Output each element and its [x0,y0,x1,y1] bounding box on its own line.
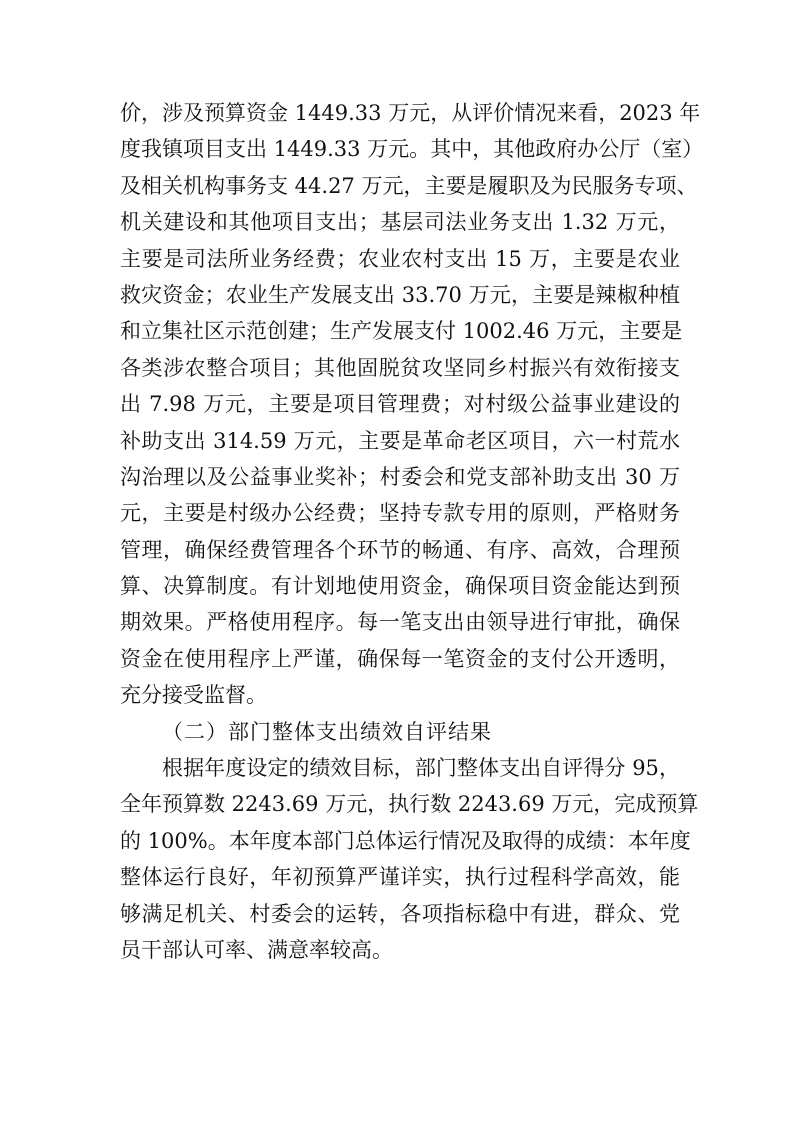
text-line: 出 7.98 万元，主要是项目管理费；对村级公益事业建设的 [120,392,680,417]
section-heading: （二）部门整体支出绩效自评结果 [162,719,492,744]
text-line: 和立集社区示范创建；生产发展支付 1002.46 万元，主要是 [120,319,683,344]
text-line-last: 充分接受监督。 [120,683,267,708]
paragraph-self-evaluation [120,750,699,968]
text-line: 期效果。严格使用程序。每一笔支出由领导进行审批，确保 [120,610,680,635]
text-line: 度我镇项目支出 1449.33 万元。其中，其他政府办公厅（室） [120,137,704,162]
document-body [120,95,704,968]
text-line: 的 100%。本年度本部门总体运行情况及取得的成绩：本年度 [120,828,691,853]
text-line: 主要是司法所业务经费；农业农村支出 15 万，主要是农业 [120,246,680,271]
text-line: 算、决算制度。有计划地使用资金，确保项目资金能达到预 [120,574,680,599]
text-line: 资金在使用程序上严谨，确保每一笔资金的支付公开透明， [120,646,680,671]
text-line: 全年预算数 2243.69 万元，执行数 2243.69 万元，完成预算 [120,792,699,817]
text-line: 补助支出 314.59 万元，主要是革命老区项目，六一村荒水 [120,428,680,453]
text-line: 整体运行良好，年初预算严谨详实，执行过程科学高效，能 [120,865,680,890]
text-line: 够满足机关、村委会的运转，各项指标稳中有进，群众、党 [120,901,680,926]
text-line: 价，涉及预算资金 1449.33 万元，从评价情况来看，2023 年 [120,101,701,125]
text-line: 各类涉农整合项目；其他固脱贫攻坚同乡村振兴有效衔接支 [120,355,680,380]
paragraph-budget-expenditure [120,95,704,714]
text-line: 沟治理以及公益事业奖补；村委会和党支部补助支出 30 万 [120,464,680,489]
text-line: 救灾资金；农业生产发展支出 33.70 万元，主要是辣椒种植 [120,282,680,307]
text-line-last: 员干部认可率、满意率较高。 [120,937,393,962]
text-line: 及相关机构事务支 44.27 万元，主要是履职及为民服务专项、 [120,173,698,198]
text-line: 管理，确保经费管理各个环节的畅通、有序、高效，合理预 [120,537,680,562]
text-line-first: 根据年度设定的绩效目标，部门整体支出自评得分 95， [162,756,680,781]
text-line: 机关建设和其他项目支出；基层司法业务支出 1.32 万元， [120,210,680,235]
text-line: 元，主要是村级办公经费；坚持专款专用的原则，严格财务 [120,501,680,526]
